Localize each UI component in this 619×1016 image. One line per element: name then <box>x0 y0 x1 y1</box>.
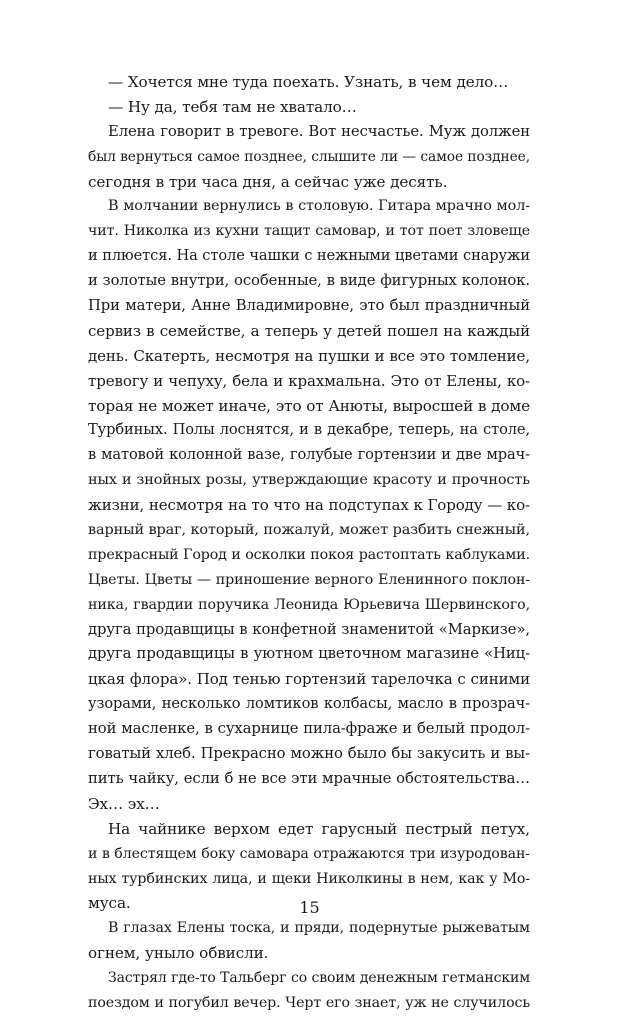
text-line: При матери, Анне Владимировне, это был праздничный <box>88 297 530 315</box>
text-line: На чайнике верхом едет гарусный пестрый петух, <box>108 819 530 838</box>
text-line: В глазах Елены тоска, и пряди, подернутые рыжеватым <box>108 920 530 937</box>
page-number: 15 <box>299 898 320 917</box>
text-line: говатый хлеб. Прекрасно можно было бы закусить и вы- <box>88 745 530 763</box>
text-line: ника, гвардии поручика Леонида Юрьевича Шервинского, <box>88 596 530 613</box>
text-line: и плюется. На столе чашки с нежными цветами снаружи <box>88 247 530 265</box>
text-line: торая не может иначе, это от Анюты, выросшей в доме <box>88 396 530 415</box>
text-line: Турбиных. Полы лоснятся, и в декабре, теперь, на столе, <box>88 421 530 439</box>
text-line: варный враг, который, пожалуй, может разбить снежный, <box>88 522 530 539</box>
text-line: В молчании вернулись в столовую. Гитара мрачно мол- <box>108 198 530 215</box>
text-line: ной масленке, в сухарнице пила-фраже и белый продол- <box>88 720 530 738</box>
text-line: огнем, уныло обвисли. <box>88 944 269 963</box>
text-line: Эх… эх… <box>88 794 160 813</box>
text-line: сегодня в три часа дня, а сейчас уже десять. <box>88 172 448 191</box>
text-line: Застрял где-то Тальберг со своим денежным гетманским <box>108 970 530 987</box>
text-line: сервиз в семействе, а теперь у детей пошел на каждый <box>88 321 530 340</box>
text-line: день. Скатерть, несмотря на пушки и все это томление, <box>88 346 530 365</box>
page-text <box>88 70 530 1016</box>
text-line: друга продавщицы в уютном цветочном магазине «Ниц- <box>88 645 530 663</box>
text-line: пить чайку, если б не все эти мрачные обстоятельства… <box>88 769 530 787</box>
text-line: цкая флора». Под тенью гортензий тарелочка с синими <box>88 670 530 689</box>
text-line: ных и знойных розы, утверждающие красоту и прочность <box>88 472 530 489</box>
text-line: в матовой колонной вазе, голубые гортензии и две мрач- <box>88 446 530 464</box>
text-line: жизни, несмотря на то что на подступах к Городу — ко- <box>88 496 530 515</box>
text-line: Цветы. Цветы — приношение верного Еленинного поклон- <box>88 571 530 588</box>
text-line: и в блестящем боку самовара отражаются три изуродован- <box>88 845 530 862</box>
text-line: узорами, несколько ломтиков колбасы, масло в прозрач- <box>88 695 530 713</box>
text-line: прекрасный Город и осколки покоя растоптать каблуками. <box>88 546 530 563</box>
text-line: тревогу и чепуху, бела и крахмальна. Это от Елены, ко- <box>88 371 530 390</box>
text-line: чит. Николка из кухни тащит самовар, и тот поет зловеще <box>88 223 530 240</box>
text-line: — Хочется мне туда поехать. Узнать, в чем дело… <box>108 73 509 91</box>
text-line: муса. <box>88 894 131 913</box>
text-line: ных турбинских лица, и щеки Николкины в нем, как у Мо- <box>88 870 530 887</box>
text-line: — Ну да, тебя там не хватало… <box>108 97 357 116</box>
text-line: Елена говорит в тревоге. Вот несчастье. Муж должен <box>108 122 530 140</box>
text-line: был вернуться самое позднее, слышите ли — самое позднее, <box>88 148 530 165</box>
text-line: поездом и погубил вечер. Черт его знает, уж не случилось <box>88 994 530 1011</box>
text-line: друга продавщицы в конфетной знаменитой «Маркизе», <box>88 620 530 638</box>
text-line: и золотые внутри, особенные, в виде фигурных колонок. <box>88 272 530 290</box>
